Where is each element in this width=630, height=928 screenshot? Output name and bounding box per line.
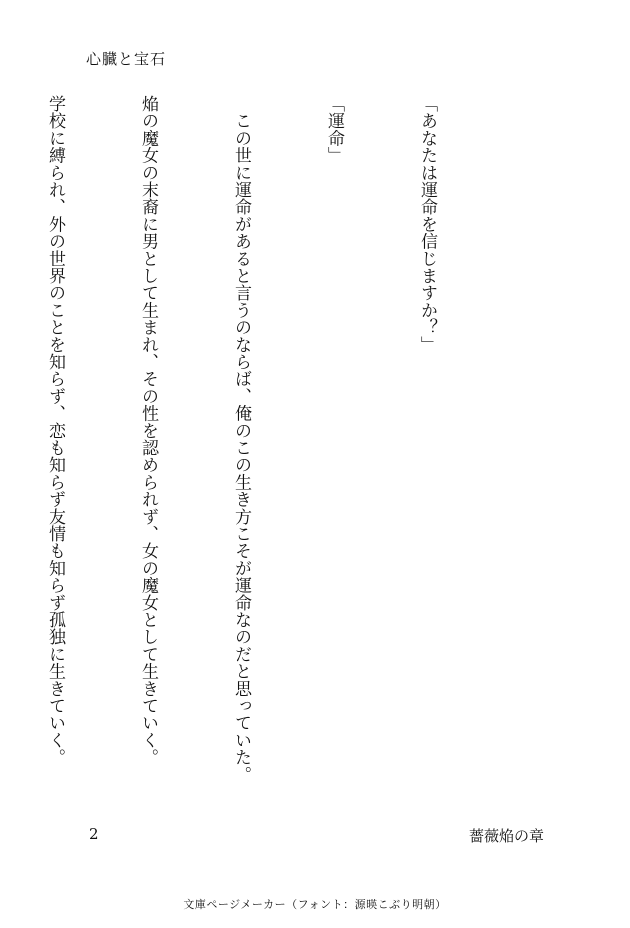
- chapter-name: 薔薇焔の章: [468, 827, 544, 845]
- page-number: 2: [89, 825, 99, 843]
- text-line: 「あなたは運命を信じますか？」: [417, 95, 437, 353]
- running-head-book-title: 心臓と宝石: [86, 50, 167, 68]
- text-line: 焔の魔女の末裔に男として生まれ、その性を認められず、女の魔女として生きていく。: [138, 95, 158, 766]
- text-line: この世に運命があると言うのならば、俺のこの生き方こそが運命なのだと思っていた。: [231, 95, 251, 783]
- text-line: 学校に縛られ、外の世界のことを知らず、恋も知らず友情も知らず孤独に生きていく。: [45, 95, 65, 766]
- text-line: 「運命」: [324, 95, 344, 164]
- footer-credit: 文庫ページメーカー（フォント：源暎こぶり明朝）: [183, 898, 447, 911]
- vertical-body-text: [45, 95, 504, 785]
